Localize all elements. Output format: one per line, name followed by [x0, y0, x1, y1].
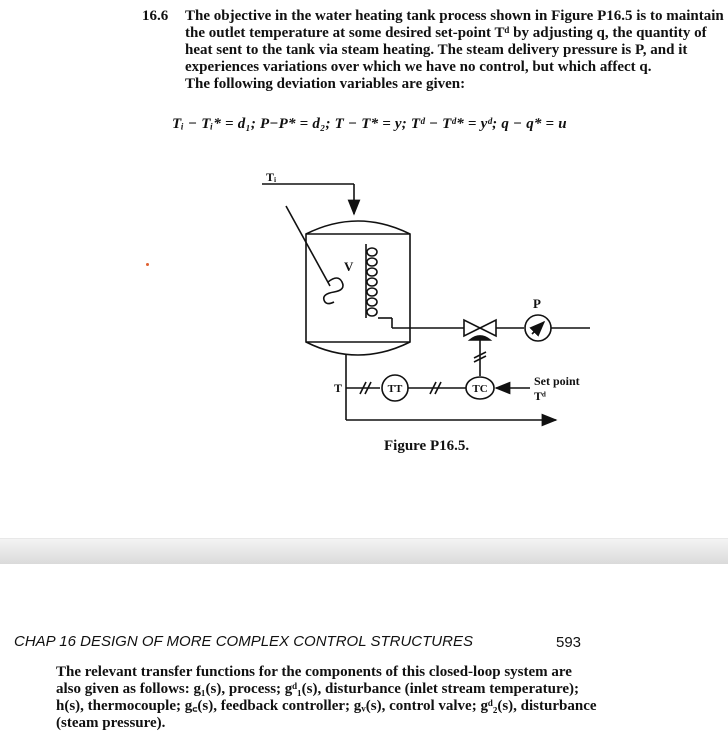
- problem-line: heat sent to the tank via steam heating. The steam delivery pressure is P, and it: [185, 42, 688, 58]
- body-line: The relevant transfer functions for the components of this closed-loop system are: [56, 664, 572, 680]
- chapter-header: CHAP 16 DESIGN OF MORE COMPLEX CONTROL STRUCTURES: [14, 633, 473, 650]
- problem-line: The objective in the water heating tank process shown in Figure P16.5 is to maintain: [185, 8, 724, 24]
- body-line: also given as follows: g₁(s), process; gᵈ₁(s), disturbance (inlet stream temperature);: [56, 681, 579, 697]
- label-setpoint: Set point: [534, 374, 580, 388]
- problem-number: 16.6: [142, 8, 169, 24]
- deviation-equations: Tᵢ − Tᵢ* = d₁; P−P* = d₂; T − T* = y; Tᵈ − Tᵈ* = yᵈ; q − q* = u: [172, 116, 567, 132]
- label-pressure: P: [533, 296, 541, 311]
- problem-line: The following deviation variables are given:: [185, 76, 466, 92]
- problem-line: the outlet temperature at some desired set-point Tᵈ by adjusting q, the quantity of: [185, 25, 707, 41]
- body-line: (steam pressure).: [56, 715, 166, 731]
- agitator-shaft: [286, 206, 330, 286]
- label-outlet-temp: T: [334, 381, 343, 395]
- page-number: 593: [556, 634, 582, 651]
- steam-coil: [367, 248, 377, 316]
- label-volume: V: [344, 259, 354, 274]
- control-valve: [464, 320, 496, 336]
- label-tc: TC: [472, 383, 488, 395]
- problem-line: experiences variations over which we have no control, but which affect q.: [185, 59, 652, 75]
- tank-vessel: [306, 221, 410, 355]
- label-tt: TT: [387, 383, 403, 395]
- label-setpoint-td: Tᵈ: [534, 389, 546, 403]
- figure-caption: Figure P16.5.: [384, 438, 470, 454]
- label-ti: Tᵢ: [266, 170, 277, 184]
- page-divider: [0, 538, 728, 565]
- body-line: h(s), thermocouple; g꜀(s), feedback controller; gᵥ(s), control valve; gᵈ₂(s), disturbance: [56, 698, 597, 714]
- transfer-functions-text: [56, 664, 616, 732]
- agitator-blade: [324, 278, 343, 304]
